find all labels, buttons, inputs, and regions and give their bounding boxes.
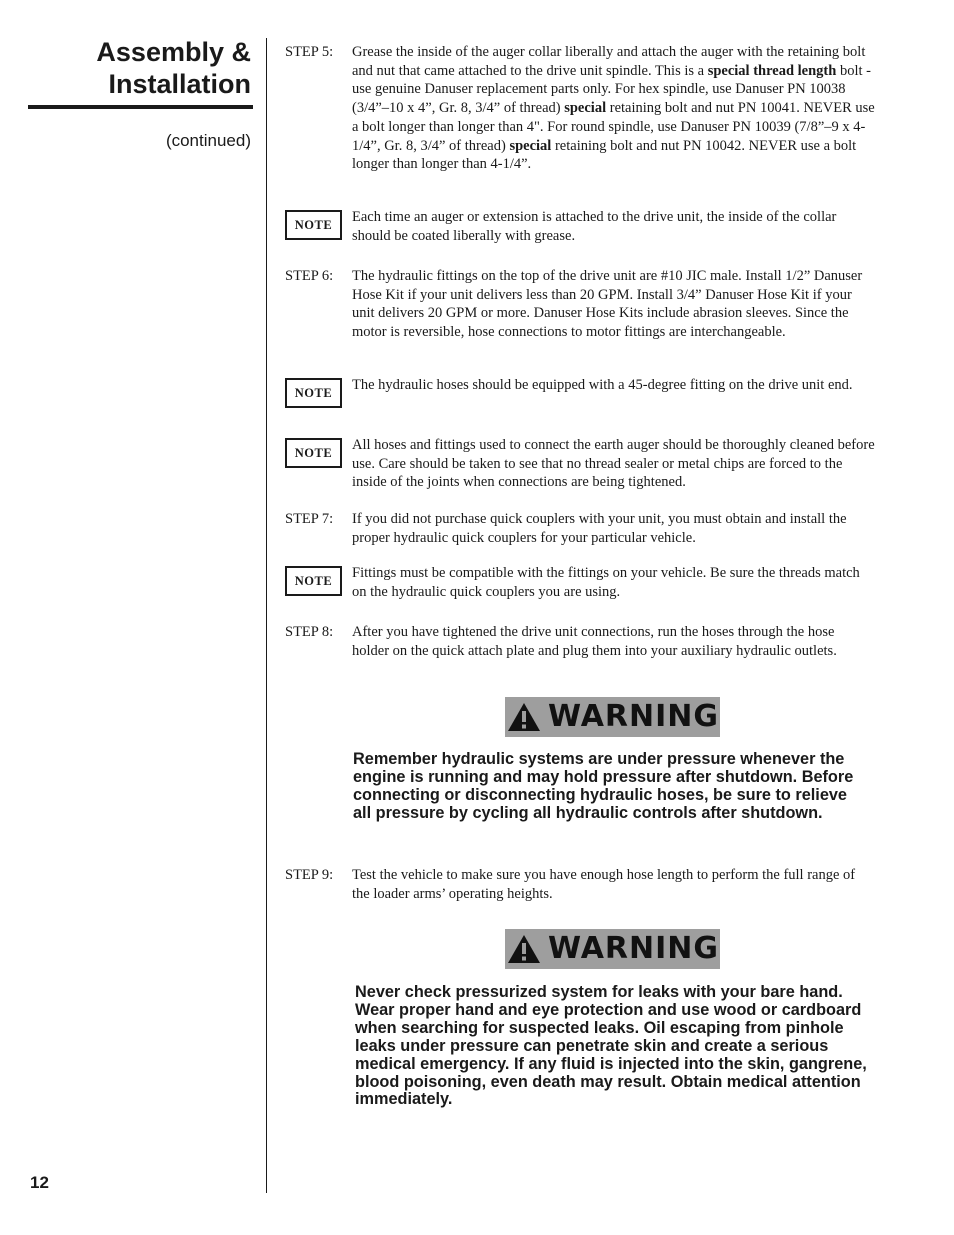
section-title-line2: Installation bbox=[108, 69, 251, 99]
title-underline bbox=[28, 105, 253, 109]
note-badge: NOTE bbox=[285, 566, 342, 596]
section-title-line1: Assembly & bbox=[96, 37, 251, 67]
step-5-text-part1: Grease the inside of the auger collar liberally and attach the auger with the retaining bolt and nut that came attached to the drive unit spindle. This is a bbox=[352, 44, 866, 79]
step-8 bbox=[285, 623, 875, 660]
note-4 bbox=[285, 564, 875, 601]
note-1 bbox=[285, 208, 875, 245]
step-7-text: If you did not purchase quick couplers with your unit, you must obtain and install the proper hydraulic quick couplers for your particular vehicle. bbox=[352, 511, 847, 546]
warning-triangle-icon bbox=[506, 701, 542, 733]
step-5-text-part3: retaining bolt and nut PN 10041. NEVER use a bolt longer than longer than 4". For round spindle, use Danuser PN 10039 (7/8”–9 x 4-1/4”, Gr. 8, 3/4” of thread) bbox=[352, 100, 875, 154]
step-6-label: STEP 6: bbox=[285, 268, 334, 284]
note-3-text: All hoses and fittings used to connect the earth auger should be thoroughly cleaned before use. Care should be taken to see that no thread sealer or metal chips are forced to the inside of the joints when connections are being tightened. bbox=[352, 437, 875, 491]
note-badge: NOTE bbox=[285, 378, 342, 408]
column-divider bbox=[266, 38, 267, 1193]
page-number: 12 bbox=[30, 1173, 49, 1192]
warning-1-text: Remember hydraulic systems are under pressure whenever the engine is running and may hold pressure after shutdown. Before connecting or disconnecting hydraulic hoses, be sure to relieve all pressure by cycling all hydraulic controls after shutdown. bbox=[353, 750, 854, 822]
section-title bbox=[11, 36, 251, 100]
note-badge: NOTE bbox=[285, 438, 342, 468]
warning-banner-2 bbox=[505, 929, 720, 969]
note-3 bbox=[285, 436, 875, 492]
warning-triangle-icon bbox=[506, 933, 542, 965]
step-8-label: STEP 8: bbox=[285, 624, 334, 640]
warning-2-text: Never check pressurized system for leaks with your bare hand. Wear proper hand and eye protection and use wood or cardboard when searching for suspected leaks. Oil escaping from pinhole leaks under pressure can penetrate skin and create a serious medical emergency. If any fluid is injected into the skin, gangrene, blood poisoning, even death may result. Obtain medical attention immediately. bbox=[355, 983, 867, 1109]
step-7 bbox=[285, 510, 875, 547]
step-5-bold-special-1: special bbox=[564, 100, 607, 117]
step-9-text: Test the vehicle to make sure you have enough hose length to perform the full range of the loader arms’ operating heights. bbox=[352, 867, 856, 902]
step-8-text: After you have tightened the drive unit connections, run the hoses through the hose holder on the quick attach plate and plug them into your auxiliary hydraulic outlets. bbox=[352, 624, 837, 659]
step-5-text bbox=[352, 43, 875, 174]
step-5-label: STEP 5: bbox=[285, 44, 334, 60]
step-5-text-part4: retaining bolt and nut PN 10042. NEVER use a bolt longer than longer than 4-1/4”. bbox=[352, 137, 857, 173]
warning-banner-1 bbox=[505, 697, 720, 737]
note-badge: NOTE bbox=[285, 210, 342, 240]
step-5-bold-special-thread: special thread length bbox=[707, 62, 837, 79]
note-1-text: Each time an auger or extension is attached to the drive unit, the inside of the collar should be coated liberally with grease. bbox=[352, 209, 837, 244]
step-6 bbox=[285, 267, 875, 342]
warning-word: WARNING bbox=[547, 931, 720, 966]
note-2-text: The hydraulic hoses should be equipped with a 45-degree fitting on the drive unit end. bbox=[352, 377, 853, 393]
continued-label: (continued) bbox=[165, 131, 251, 150]
step-7-label: STEP 7: bbox=[285, 511, 334, 527]
note-2 bbox=[285, 376, 875, 400]
warning-word: WARNING bbox=[547, 699, 720, 734]
note-4-text: Fittings must be compatible with the fittings on your vehicle. Be sure the threads match on the hydraulic quick couplers you are using. bbox=[352, 565, 860, 600]
step-6-text: The hydraulic fittings on the top of the drive unit are #10 JIC male. Install 1/2” Danuser Hose Kit if your unit delivers less than 20 GPM. Install 3/4” Danuser Hose Kit if your unit delivers 20 GPM or more. Danuser Hose Kits include abrasion sleeves. Since the motor is reversible, hose connections to motor fittings are interchangeable. bbox=[352, 268, 863, 341]
step-5-text-part2: bolt - use genuine Danuser replacement parts only. For hex spindle, use Danuser PN 10038 (3/4”–10 x 4”, Gr. 8, 3/4” of thread) bbox=[352, 62, 871, 117]
step-9 bbox=[285, 866, 875, 903]
step-5 bbox=[285, 43, 875, 174]
step-5-bold-special-2: special bbox=[509, 137, 552, 154]
step-9-label: STEP 9: bbox=[285, 867, 334, 883]
